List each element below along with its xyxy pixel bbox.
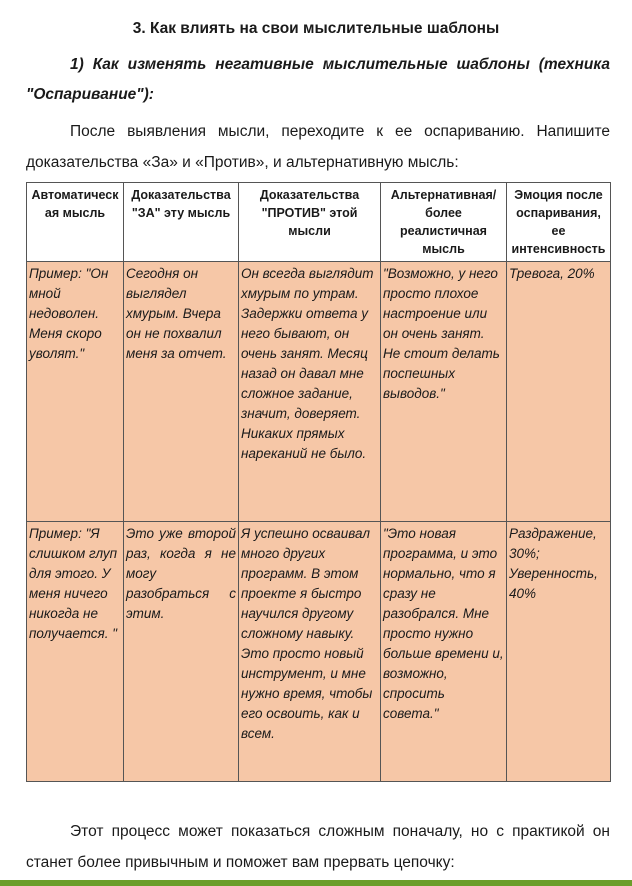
intro-text: После выявления мысли, переходите к ее оспариванию. Напишите доказательства «За» и «Против», и альтернативную мысль: <box>26 123 610 171</box>
subsection-heading-text: 1) Как изменять негативные мыслительные шаблоны (техника "Оспаривание"): <box>26 56 610 103</box>
table-header-row <box>27 183 611 262</box>
table-cell: Раздражение, 30%; Уверенность, 40% <box>507 522 611 782</box>
column-header-evidence-against: Доказательства "ПРОТИВ" этой мысли <box>239 183 381 262</box>
table-cell: Пример: "Он мной недоволен. Меня скоро уволят." <box>27 262 124 522</box>
column-header-automatic-thought: Автоматическ ая мысль <box>27 183 124 262</box>
section-heading: 3. Как влиять на свои мыслительные шаблоны <box>132 20 500 37</box>
table-cell: "Возможно, у него просто плохое настроение или он очень занят. Не стоит делать поспешных выводов." <box>381 262 507 522</box>
column-header-evidence-for: Доказательства "ЗА" эту мысль <box>124 183 239 262</box>
table-row <box>27 262 611 522</box>
closing-paragraph <box>26 816 610 878</box>
table-cell: Пример: "Я слишком глуп для этого. У меня ничего никогда не получается. " <box>27 522 124 782</box>
column-header-emotion-intensity: Эмоция после оспаривания, ее интенсивность <box>507 183 611 262</box>
footer-bar <box>0 880 632 886</box>
table-cell: Я успешно осваивал много других программ. В этом проекте я быстро научился другому сложному навыку. Это просто новый инструмент, и мне нужно время, чтобы его освоить, как и всем. <box>239 522 381 782</box>
table-cell: Тревога, 20% <box>507 262 611 522</box>
table-cell: Это уже второй раз, когда я не могу разобраться с этим. <box>124 522 239 782</box>
disputation-table <box>26 182 611 782</box>
closing-text: Этот процесс может показаться сложным поначалу, но с практикой он станет более привычным и поможет вам прервать цепочку: <box>26 823 610 871</box>
table-cell: "Это новая программа, и это нормально, что я сразу не разобрался. Мне просто нужно больше времени и, возможно, спросить совета." <box>381 522 507 782</box>
table-row <box>27 522 611 782</box>
table-cell: Он всегда выглядит хмурым по утрам. Задержки ответа у него бывают, он очень занят. Месяц назад он давал мне сложное задание, значит, доверяет. Никаких прямых нареканий не было. <box>239 262 381 522</box>
column-header-alternative-thought: Альтернативная/ более реалистичная мысль <box>381 183 507 262</box>
intro-paragraph <box>26 116 610 178</box>
table-cell: Сегодня он выглядел хмурым. Вчера он не похвалил меня за отчет. <box>124 262 239 522</box>
subsection-heading <box>26 50 610 110</box>
